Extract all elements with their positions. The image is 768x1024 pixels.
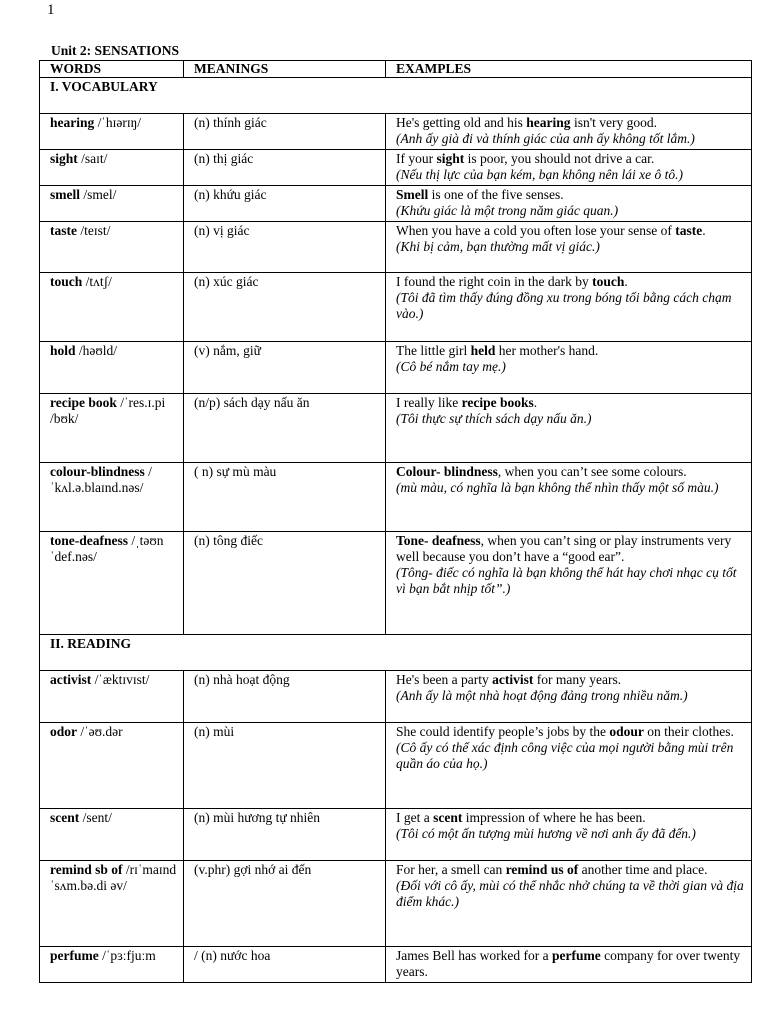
page-number: 1	[47, 2, 55, 18]
word-ipa: /rɪˈmaɪnd ˈsʌm.bə.di əv/	[50, 862, 177, 893]
header-row	[40, 61, 752, 78]
example-text: James Bell has worked for a	[396, 948, 552, 963]
word-ipa: /tʌtʃ/	[82, 274, 112, 289]
example-vietnamese: (Khứu giác là một trong năm giác quan.)	[396, 203, 619, 218]
meaning-cell: (v) nắm, giữ	[184, 342, 386, 394]
example-english	[396, 223, 747, 239]
word-cell	[40, 150, 184, 186]
example-vietnamese: (Tôi thực sự thích sách dạy nấu ăn.)	[396, 411, 592, 426]
example-cell	[386, 671, 752, 723]
example-vietnamese: (Tôi đã tìm thấy đúng đồng xu trong bóng tối bằng cách chạm vào.)	[396, 290, 732, 321]
example-english	[396, 115, 747, 131]
example-vietnamese: (Đối với cô ấy, mùi có thể nhắc nhở chúng ta về thời gian và địa điểm khác.)	[396, 878, 744, 909]
table-row	[40, 532, 752, 635]
section-title: II. READING	[40, 635, 752, 671]
example-cell	[386, 394, 752, 463]
example-text: is one of the five senses.	[428, 187, 564, 202]
meaning-cell: (v.phr) gợi nhớ ai đến	[184, 861, 386, 947]
word-ipa: /ˈhɪərɪŋ/	[94, 115, 142, 130]
example-text: The little girl	[396, 343, 471, 358]
example-cell	[386, 532, 752, 635]
word-cell	[40, 114, 184, 150]
example-text: I get a	[396, 810, 434, 825]
example-keyword: held	[470, 343, 496, 358]
example-keyword: hearing	[526, 115, 571, 130]
example-cell	[386, 222, 752, 273]
word-term: smell	[50, 187, 80, 202]
example-text: If your	[396, 151, 437, 166]
example-english	[396, 724, 747, 740]
example-text: isn't very good.	[570, 115, 657, 130]
word-term: scent	[50, 810, 80, 825]
example-text: her mother's hand.	[495, 343, 599, 358]
example-cell	[386, 463, 752, 532]
example-text: another time and place.	[578, 862, 708, 877]
word-term: perfume	[50, 948, 99, 963]
table-row	[40, 947, 752, 983]
word-term: activist	[50, 672, 92, 687]
example-text: I really like	[396, 395, 462, 410]
example-text: , when you can’t see some colours.	[497, 464, 687, 479]
example-keyword: Tone- deafness	[396, 533, 481, 548]
meaning-cell: (n) khứu giác	[184, 186, 386, 222]
example-vietnamese: (Khi bị cảm, bạn thường mất vị giác.)	[396, 239, 600, 254]
example-cell	[386, 150, 752, 186]
example-text: When you have a cold you often lose your sense of	[396, 223, 676, 238]
example-text: on their clothes.	[643, 724, 734, 739]
example-keyword: scent	[433, 810, 463, 825]
example-cell	[386, 273, 752, 342]
example-text: .	[702, 223, 706, 238]
unit-title: Unit 2: SENSATIONS	[51, 43, 180, 58]
header-examples: EXAMPLES	[386, 61, 752, 78]
example-cell	[386, 186, 752, 222]
word-term: tone-deafness	[50, 533, 128, 548]
word-cell	[40, 186, 184, 222]
word-cell	[40, 394, 184, 463]
table-row	[40, 222, 752, 273]
table-row	[40, 150, 752, 186]
example-keyword: recipe books	[461, 395, 534, 410]
example-vietnamese: (Anh ấy là một nhà hoạt động đảng trong nhiều năm.)	[396, 688, 688, 703]
example-keyword: remind us of	[505, 862, 579, 877]
example-keyword: taste	[675, 223, 703, 238]
table-row	[40, 463, 752, 532]
section-title: I. VOCABULARY	[40, 78, 752, 114]
header-words: WORDS	[40, 61, 184, 78]
word-ipa: /ˈæktɪvɪst/	[91, 672, 150, 687]
example-vietnamese: (Anh ấy già đi và thính giác của anh ấy không tốt lắm.)	[396, 131, 695, 146]
section-row	[40, 78, 752, 114]
word-ipa: /həʊld/	[75, 343, 118, 358]
example-vietnamese: (Tông- điếc có nghĩa là bạn không thể hát hay chơi nhạc cụ tốt vì bạn bắt nhịp tốt”.)	[396, 565, 737, 596]
example-english	[396, 672, 747, 688]
word-ipa: /sent/	[79, 810, 112, 825]
example-english	[396, 948, 747, 980]
word-term: remind sb of	[50, 862, 123, 877]
example-english	[396, 151, 747, 167]
word-term: hearing	[50, 115, 95, 130]
example-english	[396, 343, 747, 359]
example-cell	[386, 723, 752, 809]
example-english	[396, 862, 747, 878]
word-ipa: /teɪst/	[77, 223, 111, 238]
word-term: colour-blindness	[50, 464, 145, 479]
example-keyword: sight	[436, 151, 465, 166]
example-cell	[386, 861, 752, 947]
word-ipa: /ˈkʌl.ə.blaɪnd.nəs/	[50, 464, 152, 495]
table-row	[40, 273, 752, 342]
example-cell	[386, 947, 752, 983]
header-meanings: MEANINGS	[184, 61, 386, 78]
word-ipa: /ˈpɜːfjuːm	[98, 948, 156, 963]
word-term: touch	[50, 274, 83, 289]
meaning-cell: ( n) sự mù màu	[184, 463, 386, 532]
meaning-cell: (n) xúc giác	[184, 273, 386, 342]
example-keyword: odour	[609, 724, 644, 739]
example-keyword: perfume	[551, 948, 601, 963]
word-cell	[40, 723, 184, 809]
example-vietnamese: (Nếu thị lực của bạn kém, bạn không nên lái xe ô tô.)	[396, 167, 684, 182]
example-keyword: touch	[592, 274, 625, 289]
meaning-cell: / (n) nước hoa	[184, 947, 386, 983]
word-cell	[40, 342, 184, 394]
word-cell	[40, 809, 184, 861]
example-cell	[386, 809, 752, 861]
example-text: , when you can’t sing or play instruments very well because you don’t have a “good ear”.	[396, 533, 732, 564]
example-english	[396, 533, 747, 565]
example-english	[396, 395, 747, 411]
example-text: for many years.	[533, 672, 622, 687]
example-text: .	[533, 395, 538, 410]
meaning-cell: (n) vị giác	[184, 222, 386, 273]
example-text: For her, a smell can	[396, 862, 506, 877]
example-english	[396, 187, 747, 203]
example-text: I found the right coin in the dark by	[396, 274, 593, 289]
meaning-cell: (n) mùi	[184, 723, 386, 809]
word-term: sight	[50, 151, 78, 166]
meaning-cell: (n) nhà hoạt động	[184, 671, 386, 723]
meaning-cell: (n) tông điếc	[184, 532, 386, 635]
example-english	[396, 274, 747, 290]
table-row	[40, 809, 752, 861]
section-row	[40, 635, 752, 671]
table-body	[40, 78, 752, 983]
word-ipa: /ˈəʊ.dər	[77, 724, 123, 739]
word-ipa: /ˈres.ɪ.pi /bʊk/	[50, 395, 166, 426]
example-text: She could identify people’s jobs by the	[396, 724, 610, 739]
word-term: hold	[50, 343, 76, 358]
word-cell	[40, 861, 184, 947]
example-text: is poor, you should not drive a car.	[464, 151, 655, 166]
example-vietnamese: (Tôi có một ấn tượng mùi hương về nơi anh ấy đã đến.)	[396, 826, 696, 841]
table-row	[40, 671, 752, 723]
example-vietnamese: (Cô bé nắm tay mẹ.)	[396, 359, 506, 374]
table-row	[40, 342, 752, 394]
word-term: odor	[50, 724, 77, 739]
word-cell	[40, 463, 184, 532]
vocabulary-table	[39, 60, 752, 983]
word-ipa: /ˌtəʊnˈdef.nəs/	[50, 533, 164, 564]
example-vietnamese: (Cô ấy có thể xác định công việc của mọi người bằng mùi trên quần áo của họ.)	[396, 740, 734, 771]
table-row	[40, 186, 752, 222]
meaning-cell: (n) mùi hương tự nhiên	[184, 809, 386, 861]
table-row	[40, 723, 752, 809]
example-keyword: Colour- blindness	[396, 464, 498, 479]
example-text: He's getting old and his	[396, 115, 527, 130]
example-keyword: Smell	[396, 187, 429, 202]
example-text: He's been a party	[396, 672, 493, 687]
word-cell	[40, 222, 184, 273]
example-text: impression of where he has been.	[462, 810, 646, 825]
example-cell	[386, 342, 752, 394]
table-row	[40, 861, 752, 947]
example-text: .	[624, 274, 628, 289]
meaning-cell: (n/p) sách dạy nấu ăn	[184, 394, 386, 463]
word-cell	[40, 273, 184, 342]
meaning-cell: (n) thị giác	[184, 150, 386, 186]
example-text: company for over twenty years.	[396, 948, 741, 979]
example-cell	[386, 114, 752, 150]
example-keyword: activist	[492, 672, 534, 687]
word-ipa: /saɪt/	[77, 151, 108, 166]
word-cell	[40, 532, 184, 635]
word-term: taste	[50, 223, 77, 238]
example-english	[396, 810, 747, 826]
example-vietnamese: (mù màu, có nghĩa là bạn không thể nhìn thấy một số màu.)	[396, 480, 719, 495]
example-english	[396, 464, 747, 480]
table-row	[40, 394, 752, 463]
word-ipa: /smel/	[80, 187, 117, 202]
word-term: recipe book	[50, 395, 117, 410]
meaning-cell: (n) thính giác	[184, 114, 386, 150]
word-cell	[40, 947, 184, 983]
table-row	[40, 114, 752, 150]
word-cell	[40, 671, 184, 723]
